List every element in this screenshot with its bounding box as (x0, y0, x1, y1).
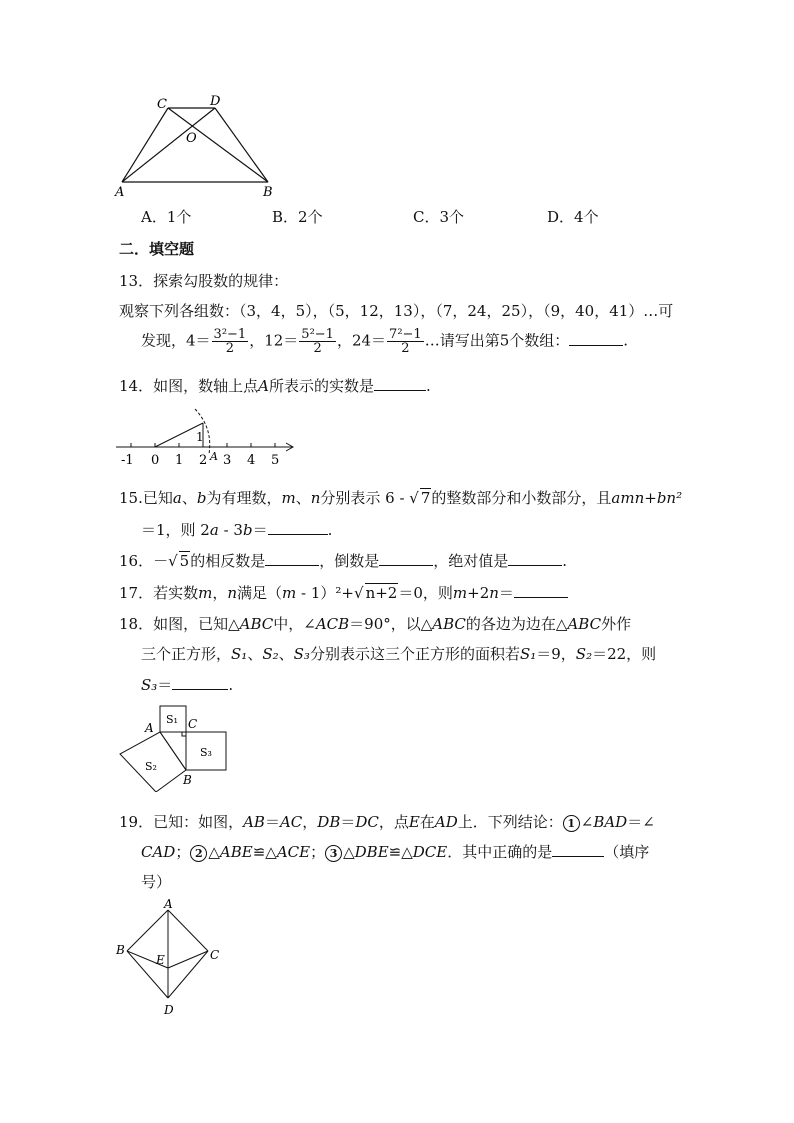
q17-line (119, 582, 568, 603)
q17-var-m2: m (282, 584, 297, 602)
q12-option-d[interactable]: D．4个 (547, 208, 599, 226)
fig18-s3: S₃ (200, 746, 212, 759)
fig19-label-d: D (164, 1003, 174, 1017)
q17-a: 17．若实数 (119, 584, 199, 602)
q15-p9: 分别表示 6 - (320, 489, 410, 507)
numline-label-1: 1 (196, 430, 204, 444)
q18-s2: S₂ (262, 645, 279, 663)
q13-line1: 观察下列各组数：（3，4，5），（5，12，13），（7，24，25），（9，40，41）…可 (119, 302, 674, 320)
q14-text: 14．如图，数轴上点 (119, 377, 259, 395)
q18-s1: S₁ (231, 645, 248, 663)
q13-frac1-den: 2 (225, 341, 235, 356)
q12-option-c[interactable]: C．3个 (413, 208, 465, 226)
numline-tick-2: 2 (199, 453, 208, 468)
q19-l2e: ≌△ (252, 843, 277, 861)
q16-radicand: 5 (179, 552, 190, 570)
fig12-label-d: D (210, 94, 221, 109)
q17-answer-blank[interactable] (514, 583, 568, 598)
q19-ace: ACE (276, 843, 311, 861)
numline-tick-3: 3 (223, 453, 232, 468)
q12-option-b[interactable]: B．2个 (272, 208, 323, 226)
q18-abc-2: ABC (432, 615, 466, 633)
q15-var-n: n (310, 489, 321, 507)
q14-end: . (425, 377, 431, 395)
q18-l1a: 18．如图，已知△ (119, 615, 240, 633)
q15-line1 (119, 487, 682, 508)
q17-d: - 1）²+ (296, 584, 354, 602)
q15-p3: 、 (181, 489, 197, 507)
number-line-figure (112, 404, 302, 470)
trapezoid-figure (110, 90, 290, 202)
q18-s3b: S₃ (141, 676, 158, 694)
q19-ac: AC (279, 813, 303, 831)
q16-sqrt-sign: √ (168, 552, 178, 570)
q15-var-a: a (172, 489, 182, 507)
q13-answer-blank[interactable] (569, 331, 623, 346)
q19-cad: CAD (141, 843, 176, 861)
q18-l1e: ＝90°，以△ (349, 615, 433, 633)
q19-ad: AD (434, 813, 458, 831)
fig18-s2: S₂ (145, 760, 157, 773)
q19-l2m: （填序 (604, 843, 650, 861)
q13-tail: …请写出第5个数组： (424, 331, 570, 350)
q15-p1: 15.已知 (119, 489, 173, 507)
q19-line3: 号） (141, 873, 172, 891)
q19-l2g: ； (310, 843, 326, 861)
q18-s3: S₃ (293, 645, 310, 663)
q14-var-a: A (258, 377, 269, 395)
q16-line (119, 550, 567, 571)
q17-var-n2: n (489, 584, 499, 602)
q19-l1c: ＝ (264, 813, 280, 831)
q13-frac-2 (299, 328, 336, 355)
q18-abc-1: ABC (239, 615, 274, 633)
q19-abe: ABE (219, 843, 253, 861)
fig18-s1: S₁ (166, 713, 178, 726)
fig18-label-a: A (145, 721, 154, 735)
q19-line2 (141, 841, 649, 862)
q15-l2-var-b: b (242, 521, 253, 539)
q16-t1: 的相反数是 (190, 552, 266, 570)
q16-blank-absolute[interactable] (508, 551, 562, 566)
q18-line1 (119, 613, 631, 634)
q19-l2h: △ (343, 843, 355, 861)
q16-blank-opposite[interactable] (265, 551, 319, 566)
q19-circle-1: 1 (563, 815, 580, 832)
q18-l3b: ＝ (157, 676, 173, 694)
q18-line2 (141, 643, 656, 664)
q17-i: ＝ (498, 584, 514, 602)
fig19-label-a: A (164, 897, 173, 911)
q19-db: DB (317, 813, 341, 831)
q13-frac2-den: 2 (313, 341, 322, 356)
q19-circle-3: 3 (325, 845, 342, 862)
q18-l1i: 外作 (601, 615, 632, 633)
q18-l2g: 分别表示这三个正方形的面积若 (309, 645, 520, 663)
q17-radicand: n+2 (365, 584, 398, 602)
q17-sqrt-sign: √ (354, 584, 364, 602)
q15-l2-var-a: a (209, 521, 219, 539)
q12-option-a[interactable]: A．1个 (141, 208, 192, 226)
q16-pre: 16．－ (119, 552, 169, 570)
numline-tick-0: 0 (151, 453, 160, 468)
q19-dbe: DBE (354, 843, 389, 861)
q15-p5: 为有理数， (206, 489, 282, 507)
q15-line2 (141, 519, 332, 540)
q19-l1p: ＝∠ (627, 813, 655, 831)
q19-ab: AB (243, 813, 265, 831)
q17-var-m: m (198, 584, 213, 602)
numline-tick-5: 5 (271, 453, 280, 468)
q19-l1m: 上．下列结论： (457, 813, 563, 831)
numline-label-a: A (210, 450, 218, 463)
q13-line2 (141, 328, 628, 355)
q16-blank-reciprocal[interactable] (379, 551, 433, 566)
q15-p10: 的整数部分和小数部分，且 (431, 489, 612, 507)
q15-var-m: m (281, 489, 296, 507)
q19-bad: BAD (593, 813, 628, 831)
q17-c: 满足（ (237, 584, 283, 602)
fig12-label-a: A (115, 185, 125, 200)
q18-line3 (141, 674, 233, 695)
q19-l2l: ．其中正确的是 (447, 843, 553, 861)
q17-var-n: n (227, 584, 238, 602)
q19-l1g: ＝ (340, 813, 356, 831)
q18-l2i: ＝9， (536, 645, 576, 663)
q17-e: ＝0，则 (398, 584, 453, 602)
fig19-label-e: E (156, 953, 165, 967)
q17-var-m3: m (452, 584, 468, 602)
q18-answer-blank[interactable] (172, 675, 228, 690)
q19-dce: DCE (412, 843, 448, 861)
q19-l1i: ，点 (378, 813, 409, 831)
q19-circle-2: 2 (190, 845, 207, 862)
q14-text2: 所表示的实数是 (268, 377, 374, 395)
q19-e: E (408, 813, 420, 831)
q19-l1n: ∠ (580, 813, 594, 831)
numline-tick-neg1: -1 (121, 453, 134, 468)
q13-frac-3 (387, 328, 424, 355)
q19-line1 (119, 811, 655, 832)
q18-l2e: 、 (278, 645, 294, 663)
q18-s1b: S₁ (519, 645, 537, 663)
q15-end: . (327, 521, 333, 539)
q13-lead: 发现，4＝ (141, 331, 211, 350)
q16-end: . (562, 552, 568, 570)
fig12-label-o: O (186, 131, 197, 146)
numline-tick-1: 1 (175, 453, 184, 468)
q15-var-b: b (196, 489, 207, 507)
q18-end: . (228, 676, 234, 694)
q19-dc: DC (355, 813, 379, 831)
q18-l1c: 中，∠ (273, 615, 316, 633)
q19-l1e: ， (302, 813, 318, 831)
q17-g: +2 (467, 584, 490, 602)
q15-l2a: ＝1，则 2 (141, 521, 210, 539)
q13-frac3-den: 2 (401, 341, 410, 356)
fig12-label-b: B (263, 185, 273, 200)
q15-radicand: 7 (420, 489, 431, 507)
q13-frac-1 (212, 328, 249, 355)
squares-figure (112, 700, 242, 792)
q15-l2c: - 3 (218, 521, 243, 539)
q18-l2a: 三个正方形， (141, 645, 232, 663)
q16-t2: ，倒数是 (319, 552, 380, 570)
q13-title: 13．探索勾股数的规律： (119, 272, 289, 290)
q15-answer-blank[interactable] (268, 520, 328, 535)
q18-l2c: 、 (247, 645, 263, 663)
q15-l2e: ＝ (252, 521, 268, 539)
q19-l1k: 在 (419, 813, 435, 831)
fig18-label-b: B (183, 773, 192, 787)
q18-l1g: 的各边为边在△ (465, 615, 568, 633)
q15-sqrt-sign: √ (409, 489, 419, 507)
q13-frac3-num: 7²−1 (389, 327, 422, 342)
q13-frac2-num: 5²−1 (301, 327, 334, 342)
fig12-label-c: C (157, 97, 167, 112)
q19-l2j: ≌△ (388, 843, 413, 861)
q18-s2b: S₂ (575, 645, 593, 663)
q13-mid2: ，24＝ (336, 331, 387, 350)
q14-line (119, 375, 431, 396)
fig19-label-c: C (210, 948, 220, 962)
q19-l2b: ； (175, 843, 191, 861)
fig19-label-b: B (116, 943, 125, 957)
q15-expr: amn+bn² (611, 489, 683, 507)
kite-figure (112, 896, 232, 1020)
q17-b: ， (212, 584, 228, 602)
section2-heading: 二．填空题 (119, 240, 195, 258)
q13-mid1: ，12＝ (249, 331, 299, 350)
q13-end: . (623, 331, 629, 350)
numline-tick-4: 4 (247, 453, 256, 468)
q19-l2c: △ (208, 843, 220, 861)
q16-t3: ，绝对值是 (433, 552, 509, 570)
q19-l1a: 19．已知：如图， (119, 813, 244, 831)
q18-abc-3: ABC (567, 615, 602, 633)
q15-p7: 、 (295, 489, 311, 507)
q18-l2k: ＝22，则 (592, 645, 657, 663)
q14-answer-blank[interactable] (374, 376, 426, 391)
fig18-label-c: C (188, 717, 198, 731)
q18-acb: ACB (315, 615, 350, 633)
q13-frac1-num: 3²−1 (213, 327, 247, 342)
q19-answer-blank[interactable] (552, 842, 604, 857)
